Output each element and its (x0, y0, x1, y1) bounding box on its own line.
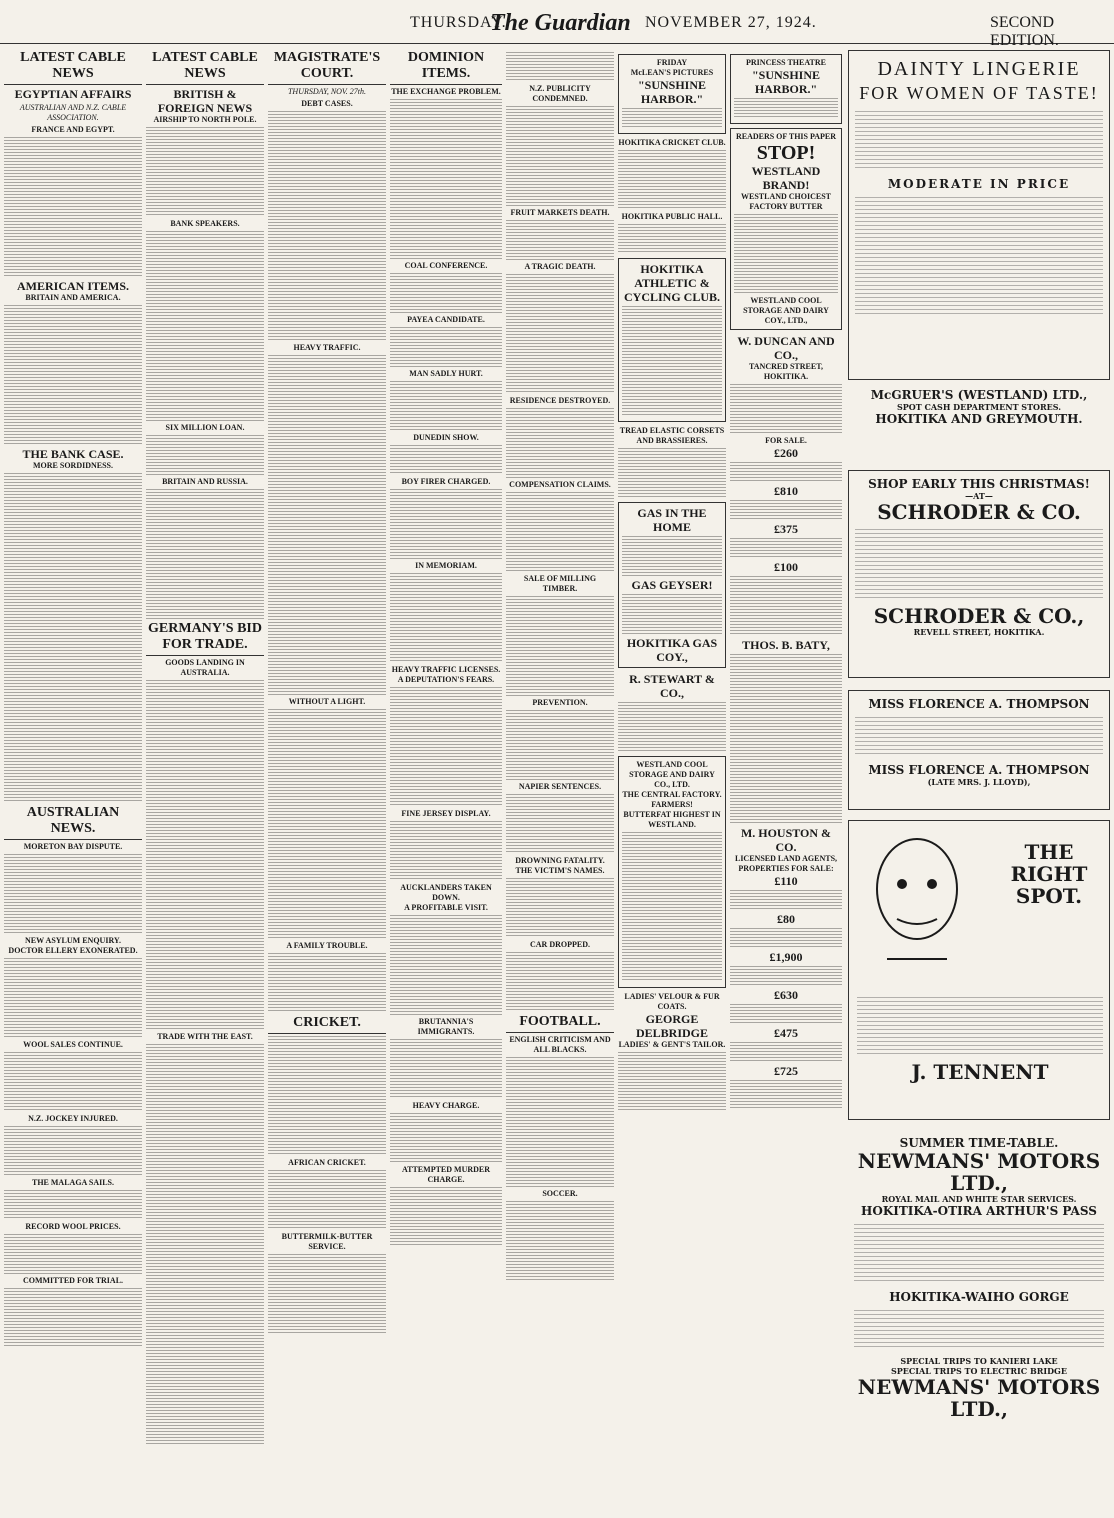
text-block (268, 1254, 386, 1334)
ad-title: MISS FLORENCE A. THOMPSON (868, 697, 1090, 711)
subheading: EGYPTIAN AFFAIRS (14, 87, 132, 101)
text-block (854, 1224, 1104, 1284)
assoc-note: AUSTRALIAN AND N.Z. CABLE ASSOCIATION. (19, 103, 127, 122)
text-block (855, 717, 1103, 757)
story-head: A DEPUTATION'S FEARS. (397, 675, 495, 684)
story-head: HOKITIKA CRICKET CLUB. (618, 138, 726, 147)
ad-line: TANCRED STREET, HOKITIKA. (749, 362, 823, 381)
subheading: BRITISH & FOREIGN NEWS (157, 87, 253, 115)
text-block (506, 274, 614, 394)
story-head: RECORD WOOL PRICES. (25, 1222, 121, 1231)
text-block (730, 384, 842, 434)
ad-line: LADIES' & GENT'S TAILOR. (618, 1040, 726, 1049)
readers-ad (730, 128, 842, 330)
price: £1,900 (769, 950, 803, 964)
heading: MAGISTRATE'S COURT. (268, 50, 386, 85)
story-head: DOCTOR ELLERY EXONERATED. (8, 946, 138, 955)
ad-title: HOKITIKA GAS COY., (626, 636, 718, 664)
text-block (4, 1052, 142, 1112)
story-head: N.Z. PUBLICITY CONDEMNED. (529, 84, 591, 103)
story-head: THE MALAGA SAILS. (31, 1178, 115, 1187)
text-block (4, 473, 142, 803)
story-head: COMPENSATION CLAIMS. (509, 480, 611, 489)
story-head: RESIDENCE DESTROYED. (509, 396, 611, 405)
column-2 (146, 50, 264, 1510)
ad-line: PRINCESS THEATRE (746, 58, 826, 67)
text-block (390, 99, 502, 259)
text-block (4, 958, 142, 1038)
text-block (390, 273, 502, 313)
text-block (730, 462, 842, 482)
timetable-ad (848, 1130, 1110, 1510)
ad-line: ROYAL MAIL AND WHITE STAR SERVICES. (881, 1194, 1077, 1204)
ad-line: THE CENTRAL FACTORY. (622, 790, 722, 799)
text-block (734, 98, 838, 118)
price: £260 (774, 446, 798, 460)
ad-title: SHOP EARLY THIS CHRISTMAS! (868, 477, 1090, 491)
masthead-day: THURSDAY. (410, 14, 507, 31)
ad-line: SPOT CASH DEPARTMENT STORES. (896, 402, 1062, 412)
ad-line: —AT— (965, 491, 993, 501)
text-block (146, 231, 264, 421)
text-block (390, 445, 502, 475)
story-head: HEAVY TRAFFIC LICENSES. (391, 665, 501, 674)
column-6 (618, 50, 726, 1510)
story-head: NAPIER SENTENCES. (518, 782, 602, 791)
ad-title: THOS. B. BATY, (742, 638, 830, 652)
story-head: THE VICTIM'S NAMES. (515, 866, 605, 875)
price: £80 (777, 912, 795, 926)
story-head: FRUIT MARKETS DEATH. (510, 208, 610, 217)
story-head: AIRSHIP TO NORTH POLE. (153, 115, 257, 124)
text-block (855, 197, 1103, 317)
text-block (506, 710, 614, 780)
price: £475 (774, 1026, 798, 1040)
text-block (4, 1234, 142, 1274)
text-block (146, 435, 264, 475)
text-block (390, 1039, 502, 1099)
heading: FOOTBALL. (506, 1014, 614, 1033)
text-block (622, 108, 722, 128)
story-head: N.Z. JOCKEY INJURED. (28, 1114, 118, 1123)
text-block (857, 997, 1103, 1057)
ad-title: J. TENNENT (911, 1060, 1049, 1084)
ad-title: W. DUNCAN AND CO., (737, 334, 835, 362)
story-head: SIX MILLION LOAN. (165, 423, 245, 432)
heading: AMERICAN ITEMS. (16, 279, 129, 293)
masthead-edition: SECOND EDITION. (990, 14, 1059, 49)
ad-line: BUTTERFAT HIGHEST IN WESTLAND. (623, 810, 721, 829)
text-block (618, 1052, 726, 1112)
story-head: IN MEMORIAM. (415, 561, 477, 570)
text-block (618, 702, 726, 752)
text-block (730, 966, 842, 986)
athletic-ad (618, 258, 726, 422)
text-block (855, 529, 1103, 599)
ad-title: GAS IN THE HOME (637, 506, 707, 534)
story-head: DUNEDIN SHOW. (413, 433, 479, 442)
ad-line: FRIDAY (656, 58, 688, 67)
thompson-ad (848, 690, 1110, 810)
ad-title: HOKITIKA-WAIHO GORGE (889, 1290, 1069, 1304)
ad-line: McLEAN'S PICTURES (630, 68, 714, 77)
text-block (268, 355, 386, 695)
ad-title: HOKITIKA-OTIRA ARTHUR'S PASS (861, 1204, 1097, 1218)
story-head: THE EXCHANGE PROBLEM. (391, 87, 501, 96)
story-head: TRADE WITH THE EAST. (157, 1032, 253, 1041)
story-head: BUTTERMILK-BUTTER SERVICE. (281, 1232, 373, 1251)
text-block (390, 1113, 502, 1163)
ad-line: LADIES' VELOUR & FUR COATS. (624, 992, 720, 1011)
text-block (506, 1201, 614, 1281)
text-block (4, 305, 142, 445)
masthead-paper: The Guardian (490, 10, 631, 36)
text-block (4, 1190, 142, 1220)
price: £375 (774, 522, 798, 536)
text-block (730, 890, 842, 910)
ad-line: PROPERTIES FOR SALE: (738, 864, 834, 873)
price: £100 (774, 560, 798, 574)
ad-line: (LATE MRS. J. LLOYD), (927, 777, 1031, 787)
ad-title: WESTLAND BRAND! (751, 164, 821, 192)
ad-title: M. HOUSTON & CO. (740, 826, 832, 854)
ad-line: SPECIAL TRIPS TO ELECTRIC BRIDGE (891, 1366, 1067, 1376)
text-block (506, 52, 614, 82)
story-head: WITHOUT A LIGHT. (288, 697, 366, 706)
text-block (622, 832, 722, 982)
story-head: BRITAIN AND AMERICA. (25, 293, 121, 302)
text-block (390, 381, 502, 431)
ad-title: HOKITIKA AND GREYMOUTH. (875, 412, 1083, 426)
text-block (506, 794, 614, 854)
text-block (506, 596, 614, 696)
text-block (622, 594, 722, 634)
heading: AUSTRALIAN NEWS. (4, 805, 142, 840)
text-block (268, 953, 386, 1013)
text-block (730, 538, 842, 558)
ad-title: SUMMER TIME-TABLE. (899, 1136, 1059, 1150)
story-head: A TRAGIC DEATH. (524, 262, 596, 271)
theatre-ad (730, 54, 842, 124)
column-3 (268, 50, 386, 1510)
text-block (730, 1080, 842, 1110)
text-block (390, 1187, 502, 1247)
story-head: BANK SPEAKERS. (170, 219, 240, 228)
heading: LATEST CABLE NEWS (4, 50, 142, 85)
text-block (730, 576, 842, 636)
text-block (268, 1036, 386, 1156)
ad-line: REVELL STREET, HOKITIKA. (913, 627, 1045, 637)
text-block (4, 1126, 142, 1176)
text-block (854, 1310, 1104, 1350)
ad-line: WESTLAND COOL STORAGE AND DAIRY COY., LTD., (743, 296, 829, 325)
ad-line: WESTLAND COOL STORAGE AND DAIRY CO., LTD. (629, 760, 715, 789)
text-block (506, 492, 614, 572)
text-block (146, 489, 264, 619)
story-head: HOKITIKA PUBLIC HALL. (621, 212, 723, 221)
text-block (268, 709, 386, 939)
heading: THE BANK CASE. (22, 447, 124, 461)
story-head: HEAVY TRAFFIC. (293, 343, 361, 352)
price: £110 (774, 874, 798, 888)
ad-line: MODERATE IN PRICE (887, 177, 1071, 191)
text-block (506, 878, 614, 938)
column-7 (730, 50, 842, 1510)
right-spot-ad (848, 820, 1110, 1120)
column-5 (506, 50, 614, 1510)
text-block (506, 106, 614, 206)
story-head: ENGLISH CRITICISM AND ALL BLACKS. (509, 1035, 611, 1054)
ad-line: WESTLAND CHOICEST FACTORY BUTTER (740, 192, 832, 211)
story-head: ATTEMPTED MURDER CHARGE. (401, 1165, 491, 1184)
text-block (390, 573, 502, 663)
ad-title: SCHRODER & CO., (873, 604, 1085, 628)
story-head: PREVENTION. (532, 698, 588, 707)
story-head: HEAVY CHARGE. (412, 1101, 480, 1110)
text-block (390, 687, 502, 807)
story-head: MAN SADLY HURT. (409, 369, 483, 378)
price: £725 (774, 1064, 798, 1078)
text-block (618, 448, 726, 498)
column-4 (390, 50, 502, 1510)
ad-title: NEWMANS' MOTORS LTD., (857, 1149, 1101, 1195)
ad-title: R. STEWART & CO., (629, 672, 715, 700)
story-head: BRUTANNIA'S IMMIGRANTS. (417, 1017, 475, 1036)
ad-line: READERS OF THIS PAPER (735, 132, 837, 141)
text-block (730, 654, 842, 824)
ad-title: DAINTY LINGERIE (877, 58, 1081, 80)
text-block (855, 111, 1103, 171)
text-block (734, 214, 838, 294)
text-block (730, 500, 842, 520)
text-block (506, 408, 614, 478)
story-head: AUCKLANDERS TAKEN DOWN. (400, 883, 492, 902)
heading: DOMINION ITEMS. (390, 50, 502, 85)
text-block (4, 854, 142, 934)
text-block (146, 680, 264, 1030)
schroder-ad (848, 470, 1110, 678)
text-block (622, 536, 722, 576)
date-line: THURSDAY, NOV. 27th. (287, 87, 367, 96)
mcgruer-ad (848, 388, 1110, 426)
westland-ad (618, 756, 726, 988)
text-block (390, 327, 502, 367)
ad-line: LICENSED LAND AGENTS, (734, 854, 838, 863)
story-head: TREAD ELASTIC CORSETS AND BRASSIERES. (619, 426, 725, 445)
heading: CRICKET. (268, 1015, 386, 1034)
text-block (622, 306, 722, 416)
text-block (618, 224, 726, 254)
ad-line: FOR SALE. (765, 436, 807, 445)
story-head: MORE SORDIDNESS. (32, 461, 113, 470)
text-block (730, 1042, 842, 1062)
text-block (618, 150, 726, 210)
story-head: COAL CONFERENCE. (404, 261, 488, 270)
story-head: SOCCER. (542, 1189, 578, 1198)
story-head: PAYEA CANDIDATE. (407, 315, 485, 324)
story-head: SALE OF MILLING TIMBER. (523, 574, 597, 593)
text-block (268, 111, 386, 341)
ad-line: SPECIAL TRIPS TO KANIERI LAKE (900, 1356, 1058, 1366)
heading: GERMANY'S BID FOR TRADE. (146, 621, 264, 656)
story-head: GOODS LANDING IN AUSTRALIA. (165, 658, 245, 677)
ad-title: THE RIGHT SPOT. (1010, 840, 1088, 908)
ad-title: "SUNSHINE HARBOR." (751, 68, 820, 96)
price: £630 (774, 988, 798, 1002)
story-head: AFRICAN CRICKET. (288, 1158, 366, 1167)
story-head: NEW ASYLUM ENQUIRY. (25, 936, 121, 945)
dainty-lingerie-ad (848, 50, 1110, 380)
portrait-illustration (857, 829, 977, 979)
ad-title: GAS GEYSER! (631, 578, 713, 592)
text-block (4, 137, 142, 277)
text-block (506, 220, 614, 260)
ad-title: SCHRODER & CO. (877, 500, 1081, 524)
masthead-date: NOVEMBER 27, 1924. (645, 14, 817, 31)
text-block (268, 1170, 386, 1230)
ad-title: HOKITIKA ATHLETIC & CYCLING CLUB. (623, 262, 720, 304)
price: £810 (774, 484, 798, 498)
story-head: MORETON BAY DISPUTE. (23, 842, 123, 851)
text-block (4, 1288, 142, 1348)
ad-title: "SUNSHINE HARBOR." (637, 78, 706, 106)
story-head: DEBT CASES. (301, 99, 353, 108)
ad-title: GEORGE DELBRIDGE (635, 1012, 709, 1040)
story-head: CAR DROPPED. (530, 940, 590, 949)
story-head: FRANCE AND EGYPT. (31, 125, 115, 134)
story-head: BOY FIRER CHARGED. (401, 477, 491, 486)
text-block (146, 1044, 264, 1444)
story-head: FINE JERSEY DISPLAY. (401, 809, 491, 818)
ad-title: McGRUER'S (WESTLAND) LTD., (870, 388, 1088, 402)
ad-title: MISS FLORENCE A. THOMPSON (868, 763, 1090, 777)
story-head: A FAMILY TROUBLE. (286, 941, 368, 950)
story-head: DROWNING FATALITY. (515, 856, 605, 865)
ad-title: STOP! (756, 142, 816, 164)
text-block (390, 821, 502, 881)
ad-title: NEWMANS' MOTORS LTD., (857, 1375, 1101, 1421)
ad-line: FARMERS! (651, 800, 693, 809)
masthead (0, 0, 1114, 49)
story-head: WOOL SALES CONTINUE. (23, 1040, 123, 1049)
gas-ad (618, 502, 726, 668)
text-block (730, 1004, 842, 1024)
ad-title: FOR WOMEN OF TASTE! (859, 83, 1099, 103)
story-head: BRITAIN AND RUSSIA. (162, 477, 248, 486)
cinema-ad (618, 54, 726, 134)
story-head: A PROFITABLE VISIT. (404, 903, 488, 912)
text-block (146, 127, 264, 217)
text-block (730, 928, 842, 948)
text-block (506, 1057, 614, 1187)
column-1 (4, 50, 142, 1510)
text-block (390, 489, 502, 559)
heading: LATEST CABLE NEWS (146, 50, 264, 85)
story-head: COMMITTED FOR TRIAL. (22, 1276, 124, 1285)
text-block (390, 915, 502, 1015)
text-block (506, 952, 614, 1012)
